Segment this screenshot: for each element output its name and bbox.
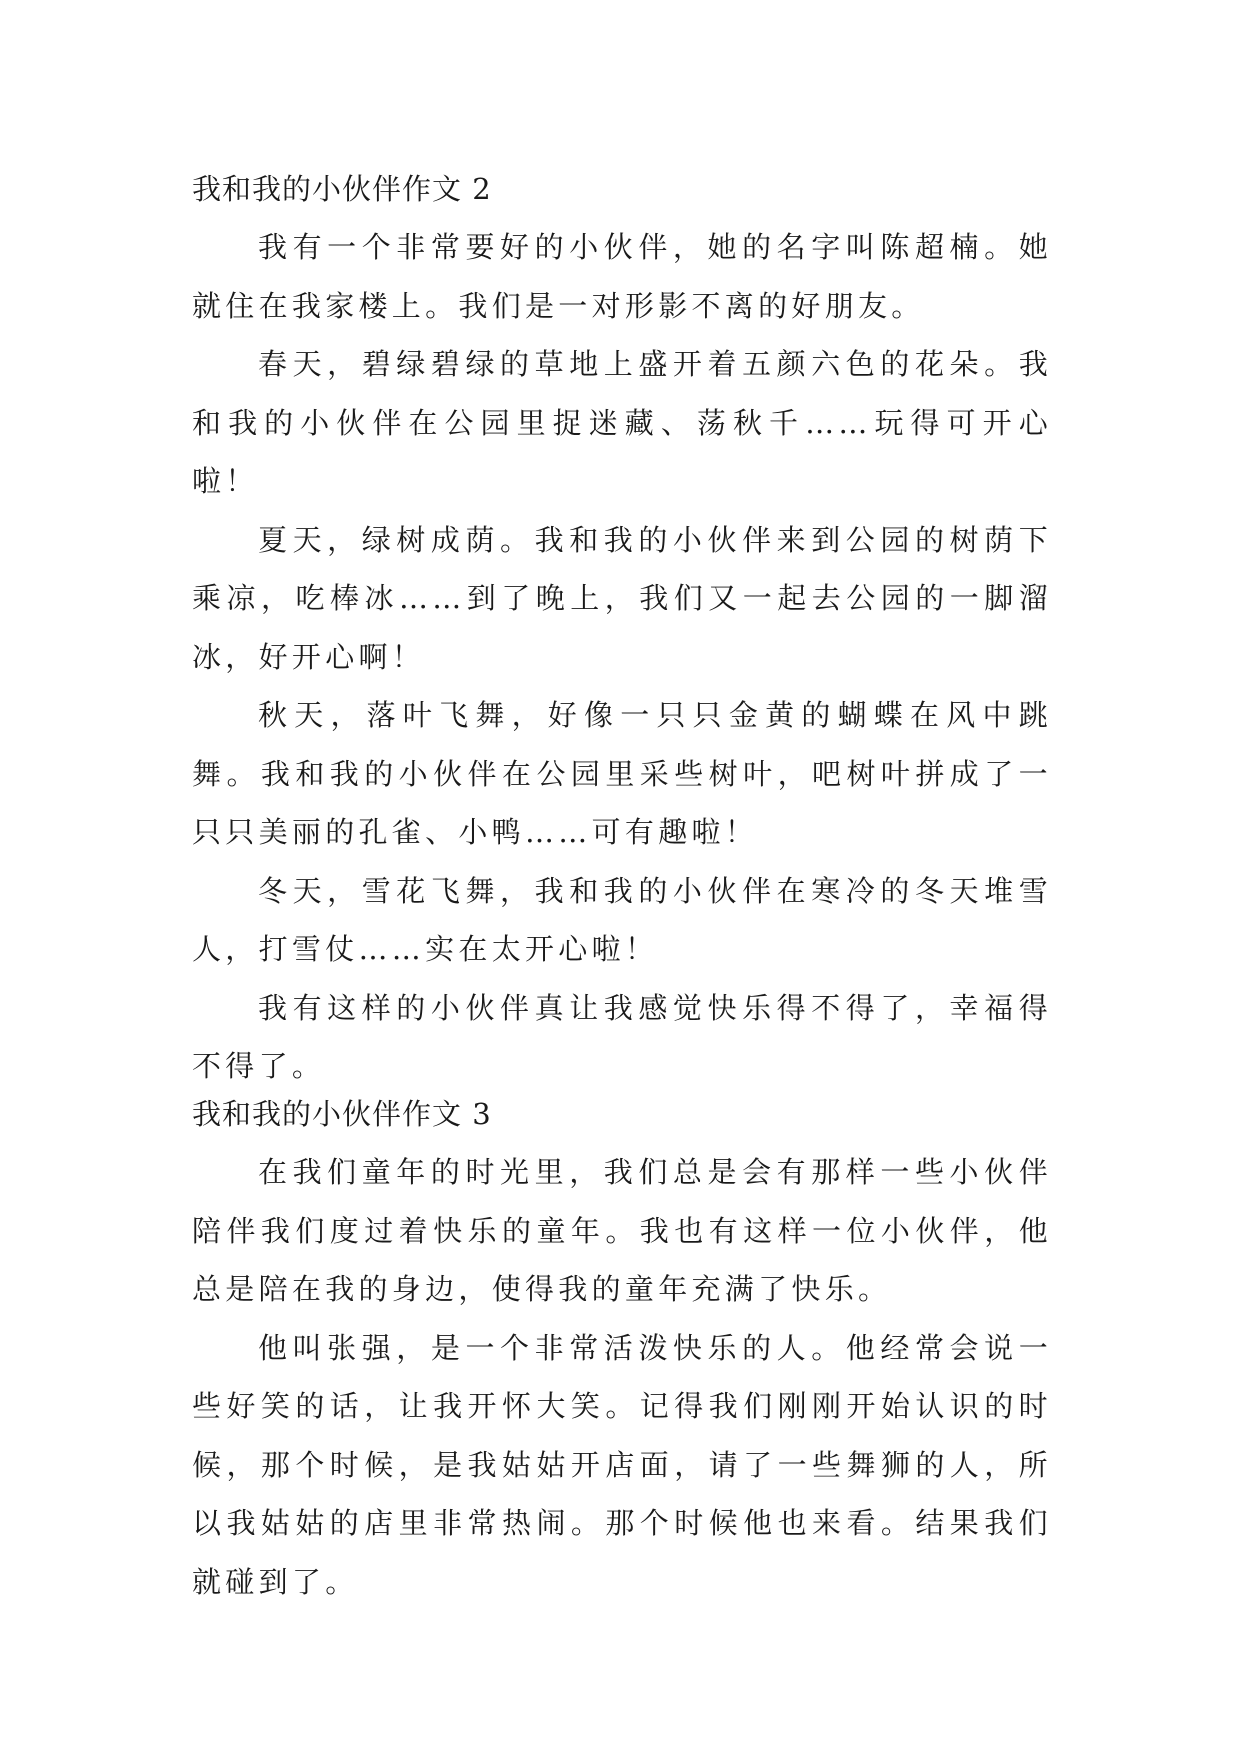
- essay-section-3: [192, 1085, 1052, 1611]
- paragraph: 我有这样的小伙伴真让我感觉快乐得不得了，幸福得不得了。: [192, 990, 1052, 1083]
- section-title: 我和我的小伙伴作文 3: [192, 1097, 492, 1131]
- paragraph: 我有一个非常要好的小伙伴，她的名字叫陈超楠。她就住在我家楼上。我们是一对形影不离的好朋友。: [192, 230, 1052, 323]
- paragraph: 冬天，雪花飞舞，我和我的小伙伴在寒冷的冬天堆雪人，打雪仗……实在太开心啦！: [192, 873, 1052, 966]
- paragraph: 秋天，落叶飞舞，好像一只只金黄的蝴蝶在风中跳舞。我和我的小伙伴在公园里采些树叶，吧树叶拼成了一只只美丽的孔雀、小鸭……可有趣啦！: [192, 698, 1052, 849]
- paragraph: 他叫张强，是一个非常活泼快乐的人。他经常会说一些好笑的话，让我开怀大笑。记得我们刚刚开始认识的时候，那个时候，是我姑姑开店面，请了一些舞狮的人，所以我姑姑的店里非常热闹。那个时候他也来看。结果我们就碰到了。: [192, 1330, 1052, 1599]
- essay-section-2: [192, 160, 1052, 1096]
- paragraph: 春天，碧绿碧绿的草地上盛开着五颜六色的花朵。我和我的小伙伴在公园里捉迷藏、荡秋千……玩得可开心啦！: [192, 347, 1052, 498]
- paragraph: 在我们童年的时光里，我们总是会有那样一些小伙伴陪伴我们度过着快乐的童年。我也有这样一位小伙伴，他总是陪在我的身边，使得我的童年充满了快乐。: [192, 1155, 1052, 1306]
- paragraph: 夏天，绿树成荫。我和我的小伙伴来到公园的树荫下乘凉，吃棒冰……到了晚上，我们又一起去公园的一脚溜冰，好开心啊！: [192, 522, 1052, 674]
- section-title: 我和我的小伙伴作文 2: [192, 172, 492, 206]
